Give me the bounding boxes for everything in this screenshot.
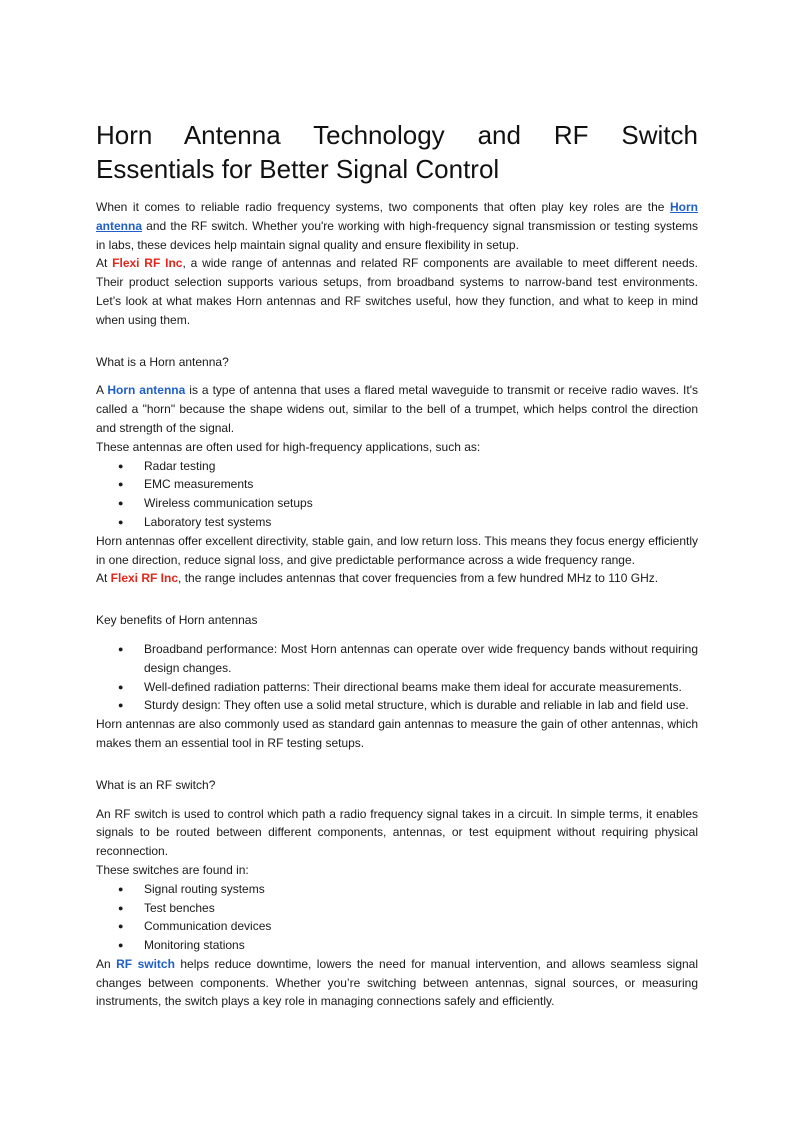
intro-paragraph-2 bbox=[96, 254, 698, 329]
horn-antenna-link[interactable]: Horn antenna bbox=[96, 200, 698, 233]
intro-text: , a wide range of antennas and related RF components are available to meet different needs. Their product selection supports various setups, from broadband systems to narrow-band test environments. Let’s look at what makes Horn antennas and RF switches useful, how they function, and what to keep in mind when using them. bbox=[96, 256, 698, 327]
section-heading-key-benefits: Key benefits of Horn antennas bbox=[96, 613, 258, 628]
list-item bbox=[96, 678, 698, 697]
intro-text: When it comes to reliable radio frequency systems, two components that often play key roles are the bbox=[96, 200, 670, 214]
list-item bbox=[96, 696, 698, 715]
list-item bbox=[96, 899, 698, 918]
bullet-icon: ● bbox=[118, 479, 124, 490]
bullet-icon: ● bbox=[118, 516, 124, 527]
bullet-icon: ● bbox=[118, 498, 124, 509]
flexi-rf-brand-link[interactable]: Flexi RF Inc bbox=[110, 571, 179, 586]
list-item bbox=[96, 640, 698, 678]
section3-paragraph-2: These switches are found in: bbox=[96, 862, 249, 877]
document-page bbox=[96, 118, 698, 1011]
section3-text: helps reduce downtime, lowers the need for manual intervention, and allows seamless signal changes between components. Whether you’re switching between antennas, signal sources, or measuring instruments, the switch plays a key role in managing connections safely and efficiently. bbox=[96, 956, 699, 1009]
page-title-line-1: Horn Antenna Technology and RF Switch bbox=[96, 120, 698, 150]
section1-paragraph-1 bbox=[96, 381, 698, 437]
section1-text: is a type of antenna that uses a flared metal waveguide to transmit or receive radio waves. It's called a "horn" because the shape widens out, similar to the bell of a trumpet, which helps control the direction and strength of the signal. bbox=[96, 383, 699, 435]
section3-paragraph-1: An RF switch is used to control which path a radio frequency signal takes in a circuit. In simple terms, it enables signals to be routed between different components, antennas, or test equipment without requiring physical reconnection. bbox=[96, 806, 698, 859]
section1-paragraph-3: Horn antennas offer excellent directivity, stable gain, and low return loss. This means they focus energy efficiently in one direction, reduce signal loss, and give predictable performance across a wide frequency range. bbox=[96, 533, 698, 567]
switch-uses-list bbox=[96, 880, 698, 955]
bullet-icon: ● bbox=[118, 681, 124, 692]
list-item bbox=[96, 880, 698, 899]
section2-paragraph-1: Horn antennas are also commonly used as standard gain antennas to measure the gain of other antennas, which makes them an essential tool in RF testing setups. bbox=[96, 717, 698, 750]
list-item-text: Monitoring stations bbox=[144, 938, 245, 953]
list-item-text: Signal routing systems bbox=[144, 881, 265, 896]
page-title-line-2: Essentials for Better Signal Control bbox=[96, 154, 500, 184]
list-item-text: EMC measurements bbox=[144, 477, 254, 492]
section1-paragraph-4 bbox=[96, 569, 698, 588]
list-item bbox=[96, 457, 698, 476]
intro-text: and the RF switch. Whether you're working with high-frequency signal transmission or testing systems in labs, these devices help maintain signal quality and ensure flexibility in setup. bbox=[96, 218, 698, 252]
bullet-icon: ● bbox=[118, 700, 124, 711]
bullet-icon: ● bbox=[118, 940, 124, 951]
page-title bbox=[96, 118, 698, 186]
bullet-icon: ● bbox=[118, 902, 124, 913]
list-item-text: Radar testing bbox=[144, 458, 216, 473]
section1-text: At bbox=[96, 571, 111, 586]
list-item-text: Test benches bbox=[144, 900, 215, 915]
section3-paragraph-3 bbox=[96, 955, 698, 1011]
horn-antenna-link[interactable]: Horn antenna bbox=[107, 383, 186, 398]
flexi-rf-brand-link[interactable]: Flexi RF Inc bbox=[112, 256, 183, 271]
intro-text: At bbox=[96, 256, 113, 271]
list-item bbox=[96, 936, 698, 955]
list-item-text: Communication devices bbox=[144, 919, 272, 934]
section1-paragraph-2: These antennas are often used for high-frequency applications, such as: bbox=[96, 439, 481, 454]
bullet-icon: ● bbox=[118, 643, 124, 654]
section3-text: An bbox=[96, 956, 117, 971]
applications-list bbox=[96, 457, 698, 532]
section-heading-rf-switch: What is an RF switch? bbox=[96, 777, 216, 792]
benefits-list bbox=[96, 640, 698, 715]
intro-paragraph-1 bbox=[96, 198, 698, 254]
section1-text: , the range includes antennas that cover frequencies from a few hundred MHz to 110 GHz. bbox=[178, 571, 659, 586]
list-item bbox=[96, 475, 698, 494]
list-item-text: Well-defined radiation patterns: Their directional beams make them ideal for accurate measurements. bbox=[144, 679, 682, 694]
list-item-text: Wireless communication setups bbox=[144, 496, 313, 511]
section-heading-horn-antenna: What is a Horn antenna? bbox=[96, 354, 229, 369]
bullet-icon: ● bbox=[118, 883, 124, 894]
list-item-text: Sturdy design: They often use a solid metal structure, which is durable and reliable in lab and field use. bbox=[144, 698, 689, 713]
bullet-icon: ● bbox=[118, 460, 124, 471]
bullet-icon: ● bbox=[118, 921, 124, 932]
list-item-text: Broadband performance: Most Horn antennas can operate over wide frequency bands without requiring design changes. bbox=[144, 641, 698, 675]
list-item bbox=[96, 917, 698, 936]
list-item-text: Laboratory test systems bbox=[144, 514, 272, 529]
list-item bbox=[96, 494, 698, 513]
list-item bbox=[96, 513, 698, 532]
rf-switch-link[interactable]: RF switch bbox=[116, 956, 175, 971]
section1-text: A bbox=[96, 383, 108, 398]
